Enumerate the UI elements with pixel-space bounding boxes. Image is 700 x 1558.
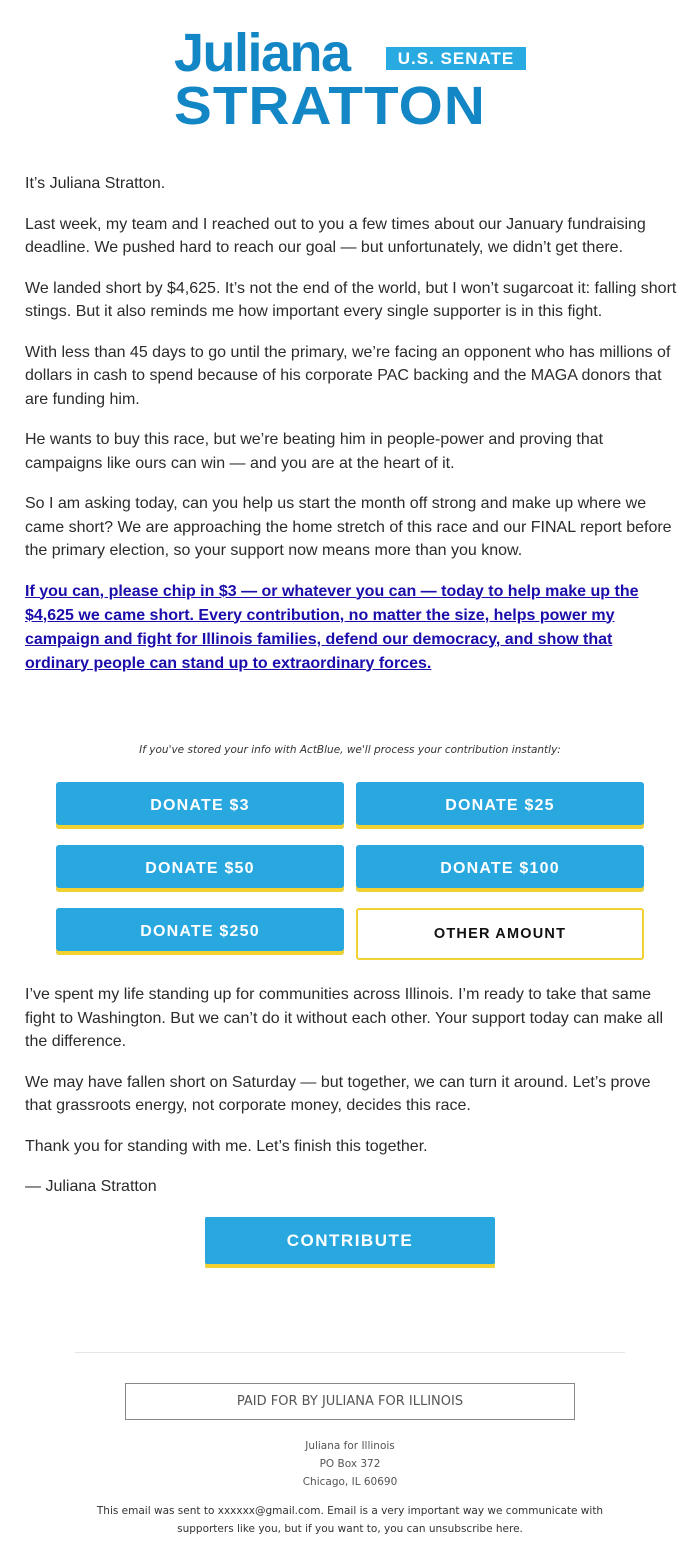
paragraph-3: With less than 45 days to go until the primary, we’re facing an opponent who has millions of dollars in cash to spend because of his corporate PAC backing and the MAGA donors that are funding him. — [25, 343, 671, 408]
donate-100-button[interactable]: DONATE $100 — [356, 845, 644, 892]
donate-50-button[interactable]: DONATE $50 — [56, 845, 344, 892]
mailing-address — [0, 1437, 700, 1491]
closing-paragraph-1: I’ve spent my life standing up for communities across Illinois. I’m ready to take that same fight to Washington. But we can’t do it without each other. Your support today can make all the difference. — [25, 986, 664, 1050]
closing-paragraph-3: Thank you for standing with me. Let’s finish this together. — [25, 1137, 428, 1155]
paid-for-disclaimer: PAID FOR BY JULIANA FOR ILLINOIS — [125, 1383, 575, 1420]
recipient-email: xxxxxx@gmail.com — [217, 1505, 321, 1517]
paragraph-5: So I am asking today, can you help us start the month off strong and make up where we came short? We are approaching the home stretch of this race and our FINAL report before the primary election, so your support now means more than you know. — [25, 495, 672, 559]
paragraph-1: Last week, my team and I reached out to you a few times about our January fundraising deadline. We pushed hard to reach our goal — but unfortunately, we didn’t get there. — [25, 215, 646, 256]
closing-body — [25, 983, 677, 1216]
footer-divider — [75, 1352, 625, 1353]
logo-last-name: STRATTON — [174, 76, 486, 136]
address-city: Chicago, IL 60690 — [302, 1476, 398, 1488]
paragraph-4: He wants to buy this race, but we’re beating him in people-power and proving that campaigns like ours can win — and you are at the heart of it. — [25, 431, 604, 472]
footer-note — [90, 1502, 610, 1538]
contribute-button[interactable]: CONTRIBUTE — [205, 1217, 495, 1268]
other-amount-button[interactable]: OTHER AMOUNT — [356, 908, 644, 960]
letter-body — [25, 172, 677, 676]
address-org: Juliana for Illinois — [305, 1440, 395, 1452]
donate-250-button[interactable]: DONATE $250 — [56, 908, 344, 955]
sent-prefix: This email was sent to — [96, 1505, 218, 1517]
campaign-logo — [174, 23, 526, 136]
paragraph-2: We landed short by $4,625. It’s not the end of the world, but I won’t sugarcoat it: falling short stings. But it also reminds me how important every single supporter is in this fight. — [25, 279, 677, 320]
donate-25-button[interactable]: DONATE $25 — [356, 782, 644, 829]
donate-3-button[interactable]: DONATE $3 — [56, 782, 344, 829]
greeting: It’s Juliana Stratton. — [25, 175, 166, 192]
closing-paragraph-2: We may have fallen short on Saturday — but together, we can turn it around. Let’s prove that grassroots energy, not corporate money, decides this race. — [25, 1073, 651, 1114]
address-po-box: PO Box 372 — [319, 1458, 381, 1470]
signature: — Juliana Stratton — [25, 1178, 157, 1195]
chip-in-link[interactable]: If you can, please chip in $3 — or whatever you can — today to help make up the $4,625 we came short. Every contribution, no matter the size, helps power my campaign and fight for Illinois families, defend our democracy, and show that ordinary people can stand up to extraordinary forces. — [25, 582, 639, 672]
logo-senate-badge: U.S. SENATE — [386, 47, 526, 70]
logo-first-name: Juliana — [174, 23, 350, 83]
sent-suffix: . Email is a very important way we communicate with supporters like you, but if you want to, you can unsubscribe here. — [177, 1505, 604, 1535]
actblue-note: If you've stored your info with ActBlue, we'll process your contribution instantly: — [139, 744, 561, 756]
